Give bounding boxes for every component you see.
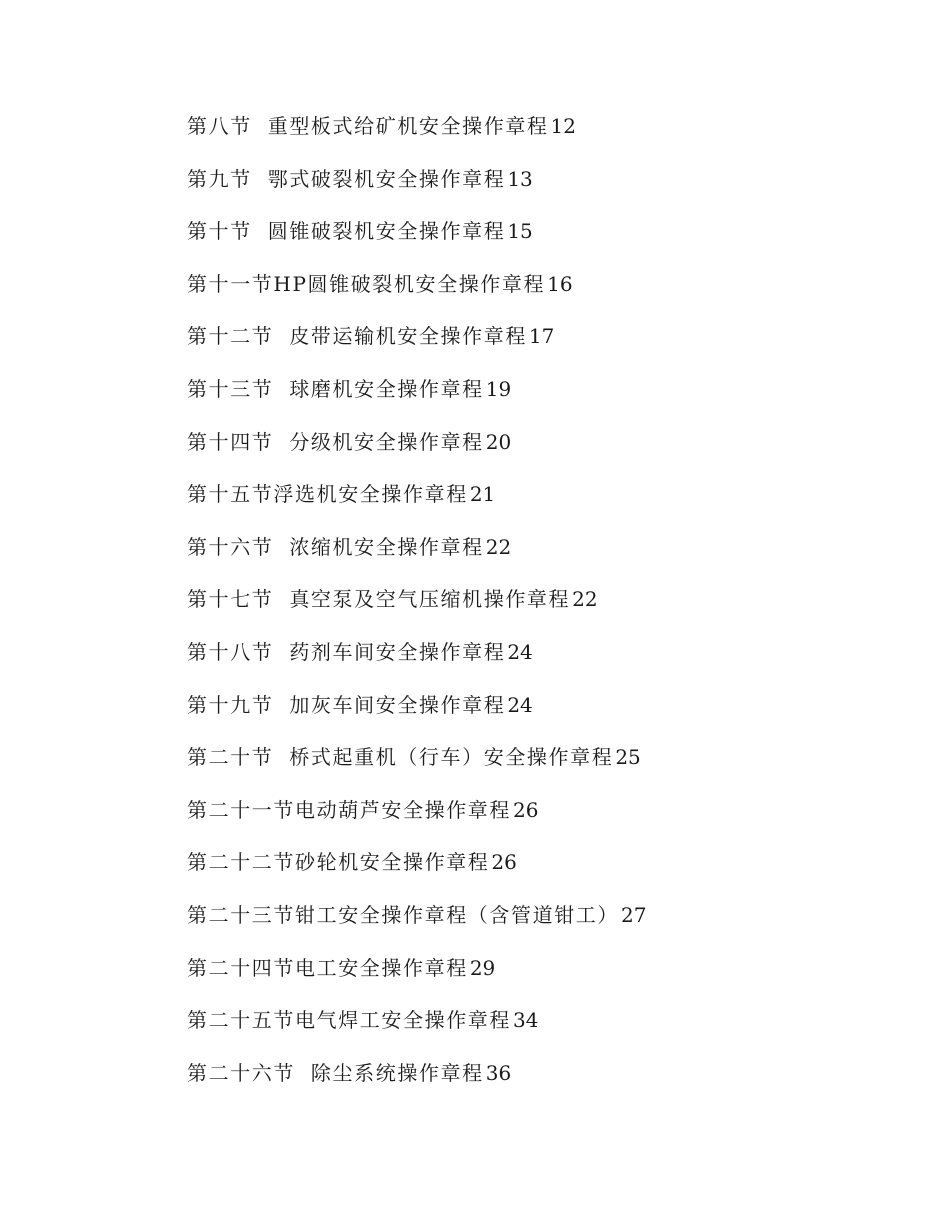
toc-entry-page: 34 [513,1008,539,1033]
toc-entry-title: 第二十二节砂轮机安全操作章程 [187,850,490,875]
toc-entry-title: 第九节 鄂式破裂机安全操作章程 [187,166,506,191]
toc-entry-title: 第十七节 真空泵及空气压缩机操作章程 [187,587,571,612]
toc-entry[interactable] [187,424,646,477]
toc-entry-title: 第十八节 药剂车间安全操作章程 [187,639,506,664]
toc-entry-title: 第八节 重型板式给矿机安全操作章程 [187,114,549,138]
toc-entry-title: 第十一节HP圆锥破裂机安全操作章程 [187,271,546,296]
toc-entry-title: 第十三节 球磨机安全操作章程 [187,376,484,401]
toc-entry-title: 第十二节 皮带运输机安全操作章程 [187,324,527,349]
toc-entry-title: 第十节 圆锥破裂机安全操作章程 [187,219,506,244]
toc-entry[interactable] [187,739,646,792]
toc-entry-page: 12 [550,114,576,138]
toc-entry-page: 26 [491,850,517,875]
toc-entry[interactable] [187,476,646,529]
toc-entry[interactable] [187,897,646,950]
toc-entry[interactable] [187,844,646,897]
toc-entry[interactable] [187,792,646,845]
toc-entry[interactable] [187,1055,646,1108]
toc-entry-page: 27 [621,902,647,927]
toc-entry-page: 36 [485,1060,512,1085]
toc-entry-title: 第十六节 浓缩机安全操作章程 [187,534,484,559]
toc-entry[interactable] [187,318,646,371]
toc-entry-title: 第十九节 加灰车间安全操作章程 [187,692,506,717]
toc-entry[interactable] [187,161,646,214]
toc-entry-title: 第二十五节电气焊工安全操作章程 [187,1008,511,1033]
toc-entry[interactable] [187,266,646,319]
toc-entry-page: 22 [572,587,598,612]
toc-entry-page: 16 [547,271,573,296]
toc-entry-title: 第二十一节电动葫芦安全操作章程 [187,797,511,822]
toc-entry-page: 24 [507,692,533,717]
toc-entry-page: 17 [528,324,555,349]
toc-entry[interactable] [187,529,646,582]
toc-entry-title: 第十四节 分级机安全操作章程 [187,429,484,454]
toc-entry-title: 第二十四节电工安全操作章程 [187,955,468,980]
toc-entry[interactable] [187,108,646,161]
toc-entry-page: 24 [507,639,533,664]
toc-entry-page: 26 [513,797,539,822]
toc-entry[interactable] [187,581,646,634]
toc-entry[interactable] [187,634,646,687]
toc-entry[interactable] [187,371,646,424]
toc-entry[interactable] [187,213,646,266]
toc-entry-page: 21 [469,482,496,507]
toc-entry[interactable] [187,950,646,1003]
toc-entry[interactable] [187,1002,646,1055]
table-of-contents [187,108,646,1107]
toc-entry[interactable] [187,687,646,740]
toc-entry-page: 29 [469,955,496,980]
toc-entry-title: 第二十节 桥式起重机（行车）安全操作章程 [187,745,614,770]
toc-entry-title: 第二十三节钳工安全操作章程（含管道钳工） [187,902,619,927]
toc-entry-title: 第二十六节 除尘系统操作章程 [187,1060,484,1085]
toc-entry-title: 第十五节浮选机安全操作章程 [187,482,468,507]
toc-entry-page: 19 [485,376,512,401]
toc-entry-page: 25 [615,745,641,770]
toc-entry-page: 22 [485,534,512,559]
toc-entry-page: 15 [507,219,533,244]
toc-entry-page: 20 [485,429,512,454]
toc-entry-page: 13 [507,166,533,191]
